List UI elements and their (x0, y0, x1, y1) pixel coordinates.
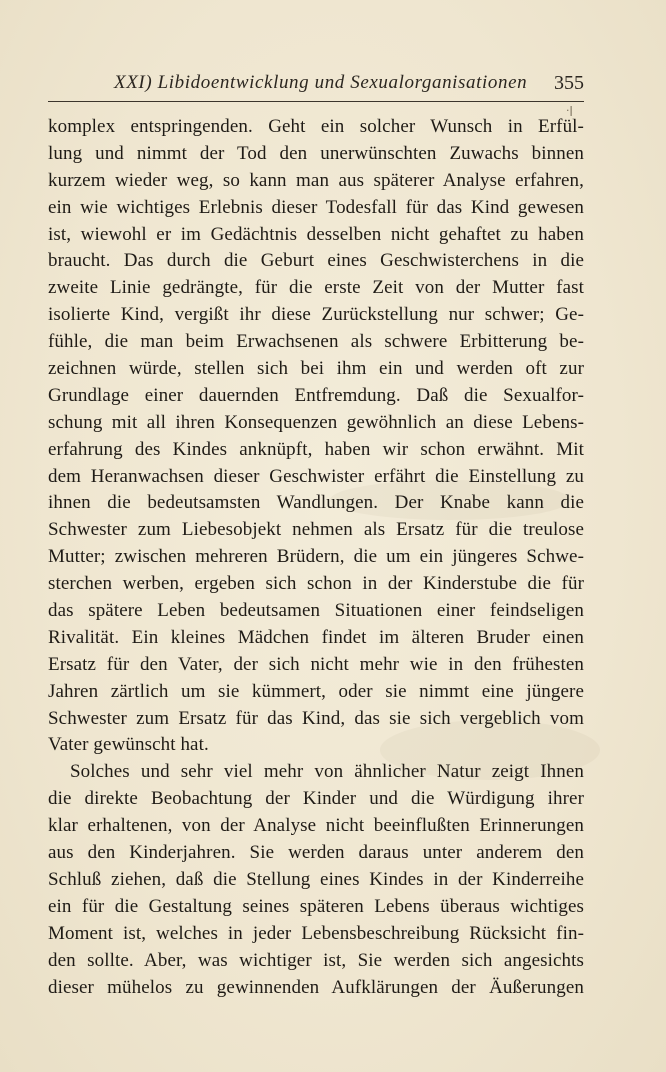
paragraph-end-line: Vater gewünscht hat. (48, 734, 209, 756)
running-header (48, 72, 584, 98)
text-line: sterchen werben, ergeben sich schon in der Kinderstube die für (48, 573, 584, 595)
text-line: ist, wiewohl er im Gedächtnis desselben nicht gehaftet zu haben (48, 223, 584, 245)
text-line: kurzem wieder weg, so kann man aus späterer Analyse erfahren, (48, 169, 584, 191)
text-line: komplex entspringenden. Geht ein solcher Wunsch in Erfül- (48, 116, 584, 137)
text-line: isolierte Kind, vergißt ihr diese Zurückstellung nur schwer; Ge- (48, 304, 584, 326)
text-line: dem Heranwachsen dieser Geschwister erfährt die Einstellung zu (48, 465, 584, 487)
text-line: Schluß ziehen, daß die Stellung eines Kindes in der Kinderreihe (48, 868, 584, 890)
page-number: 355 (554, 72, 584, 94)
margin-mark-icon: ·ǀ (566, 104, 573, 117)
text-line: das spätere Leben bedeutsamen Situationen einer feindseligen (48, 600, 584, 622)
text-line: braucht. Das durch die Geburt eines Geschwisterchens in die (48, 250, 584, 272)
text-line: Moment ist, welches in jeder Lebensbeschreibung Rücksicht fin- (48, 922, 584, 944)
text-line: Schwester zum Liebesobjekt nehmen als Ersatz für die treulose (48, 519, 584, 541)
text-line: Schwester zum Ersatz für das Kind, das sie sich vergeblich vom (48, 707, 584, 729)
header-rule (48, 101, 584, 102)
text-line: erfahrung des Kindes anknüpft, haben wir schon erwähnt. Mit (48, 438, 584, 460)
text-line: Grundlage einer dauernden Entfremdung. Daß die Sexualfor- (48, 384, 584, 406)
text-line: Mutter; zwischen mehreren Brüdern, die um ein jüngeres Schwe- (48, 546, 584, 568)
text-line: Jahren zärtlich um sie kümmert, oder sie nimmt eine jüngere (48, 680, 584, 702)
running-title: XXI) Libidoentwicklung und Sexualorganisationen (114, 72, 528, 93)
text-line: fühle, die man beim Erwachsenen als schwere Erbitterung be- (48, 331, 584, 353)
text-line: klar erhaltenen, von der Analyse nicht beeinflußten Erinnerungen (48, 815, 584, 837)
body-text (48, 114, 584, 1001)
text-line: schung mit all ihren Konsequenzen gewöhnlich an diese Lebens- (48, 411, 584, 433)
text-line: zeichnen würde, stellen sich bei ihm ein und werden oft zur (48, 358, 584, 380)
text-line: ihnen die bedeutsamsten Wandlungen. Der Knabe kann die (48, 492, 584, 514)
text-line: den sollte. Aber, was wichtiger ist, Sie werden sich angesichts (48, 949, 584, 971)
text-line: dieser mühelos zu gewinnenden Aufklärungen der Äußerungen (48, 976, 584, 998)
text-line: Rivalität. Ein kleines Mädchen findet im älteren Bruder einen (48, 626, 584, 648)
text-line: ein wie wichtiges Erlebnis dieser Todesfall für das Kind gewesen (48, 196, 584, 218)
text-line: aus den Kinderjahren. Sie werden daraus unter anderem den (48, 842, 584, 864)
paragraph-start-line: Solches und sehr viel mehr von ähnlicher Natur zeigt Ihnen (70, 761, 584, 783)
text-line: lung und nimmt der Tod den unerwünschten Zuwachs binnen (48, 142, 584, 164)
text-line: ein für die Gestaltung seines späteren Lebens überaus wichtiges (48, 895, 584, 917)
text-line: zweite Linie gedrängte, für die erste Zeit von der Mutter fast (48, 277, 584, 299)
text-line: Ersatz für den Vater, der sich nicht mehr wie in den frühesten (48, 653, 584, 675)
text-line: die direkte Beobachtung der Kinder und die Würdigung ihrer (48, 788, 584, 810)
